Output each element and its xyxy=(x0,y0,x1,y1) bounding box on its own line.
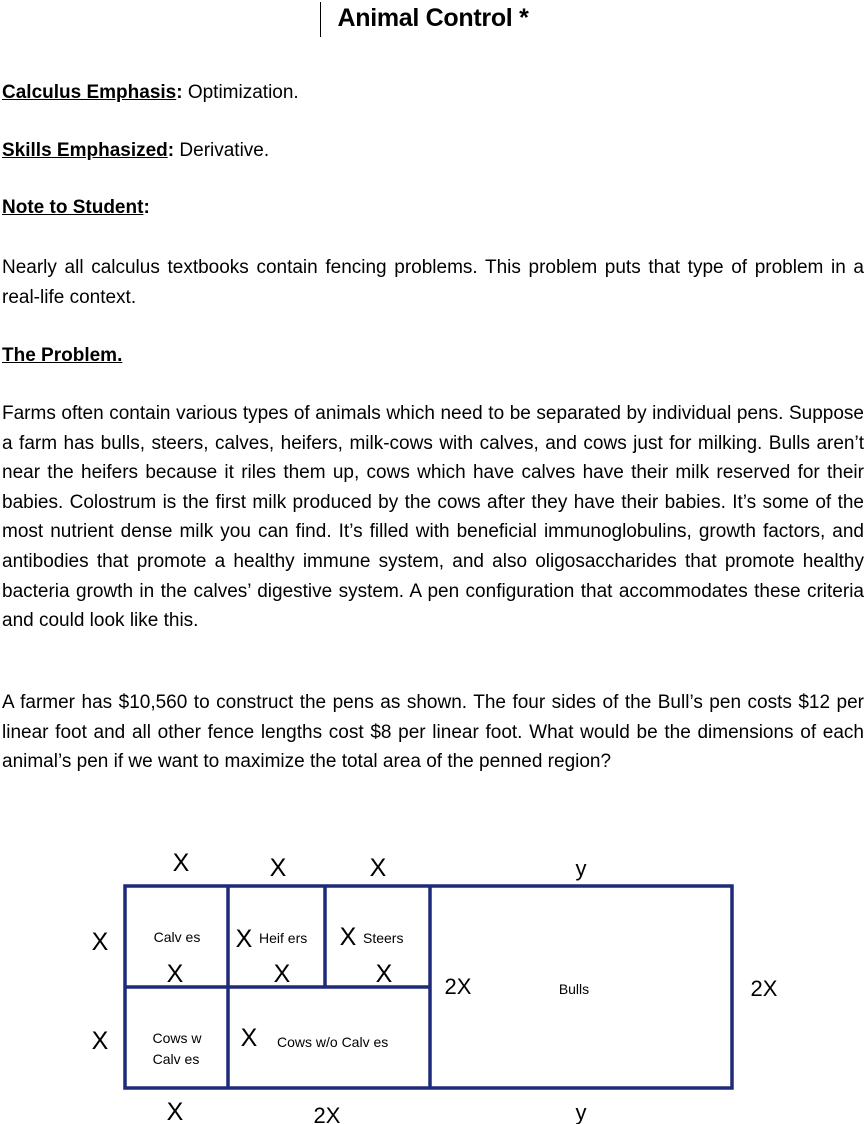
pen-cows-with-calves-line2: Calv es xyxy=(152,1051,200,1067)
calculus-emphasis-line xyxy=(2,78,299,108)
pen-steers-label: Steers xyxy=(363,930,404,946)
skills-emphasized-line xyxy=(2,136,269,166)
skills-emphasized-colon: : xyxy=(167,140,175,161)
problem-paragraph-1 xyxy=(2,399,864,636)
problem-heading: The Problem. xyxy=(2,345,123,366)
top-label-3: X xyxy=(369,854,387,882)
pen-cows-without-x: X xyxy=(240,1024,258,1052)
pen-heifers-label: Heif ers xyxy=(259,930,308,946)
skills-emphasized-label: Skills Emphasized xyxy=(2,140,168,161)
calculus-emphasis-label: Calculus Emphasis xyxy=(2,82,177,103)
top-label-1: X xyxy=(172,849,190,877)
inner-x-label-2: X xyxy=(273,960,291,988)
right-label: 2X xyxy=(750,976,778,1001)
fence-lines xyxy=(125,886,732,1088)
problem-text-2: A farmer has $10,560 to construct the pens as shown. The four sides of the Bull’s pen costs $12 per linear foot and all other fence lengths cost $8 per linear foot. What would be the dimensions of each animal’s pen if we want to maximize the total area of the penned region? xyxy=(2,692,864,773)
calculus-emphasis-value: Optimization. xyxy=(182,82,299,103)
problem-heading-line xyxy=(2,341,122,371)
bottom-label-2: 2X xyxy=(313,1103,341,1124)
calculus-emphasis-colon: : xyxy=(176,82,183,103)
pen-bulls-label: Bulls xyxy=(558,981,590,997)
bottom-label-1: X xyxy=(166,1098,184,1124)
page-title: Animal Control * xyxy=(337,4,529,32)
note-paragraph xyxy=(2,253,864,312)
pen-cows-with-calves-line1: Cows w xyxy=(152,1030,202,1046)
pen-diagram xyxy=(0,840,866,1124)
skills-emphasized-value: Derivative. xyxy=(174,140,270,161)
left-label-1: X xyxy=(91,928,109,956)
note-to-student-label: Note to Student xyxy=(2,197,144,218)
note-text: Nearly all calculus textbooks contain fencing problems. This problem puts that type of problem in a real-life context. xyxy=(2,257,864,308)
inner-x-label-1: X xyxy=(166,960,184,988)
pen-cows-without-calves-label: Cows w/o Calv es xyxy=(277,1034,389,1050)
note-to-student-line xyxy=(2,193,150,223)
note-to-student-colon: : xyxy=(143,197,150,218)
problem-text-1: Farms often contain various types of animals which need to be separated by individual pens. Suppose a farm has bulls, steers, calves, heifers, milk-cows with calves, and cows just for milking. Bulls aren’t near the heifers because it riles them up, cows which have calves have their milk reserved for their babies. Colostrum is the first milk produced by the cows after they have their babies. It’s some of the most nutrient dense milk you can find. It’s filled with beneficial immunoglobulins, growth factors, and antibodies that promote a healthy immune system, and also oligosaccharides that promote healthy bacteria growth in the calves’ digestive system. A pen configuration that accommodates these criteria and could look like this. xyxy=(2,403,864,632)
bottom-label-3: y xyxy=(575,1100,587,1124)
pen-steers-x: X xyxy=(339,923,357,951)
left-label-2: X xyxy=(91,1027,109,1055)
divider-label: 2X xyxy=(444,974,472,999)
pen-calves-label: Calv es xyxy=(153,929,201,945)
inner-x-label-3: X xyxy=(375,960,393,988)
top-label-2: X xyxy=(269,854,287,882)
top-label-4: y xyxy=(575,856,587,881)
pen-heifers-x: X xyxy=(235,925,253,953)
problem-paragraph-2 xyxy=(2,688,864,777)
